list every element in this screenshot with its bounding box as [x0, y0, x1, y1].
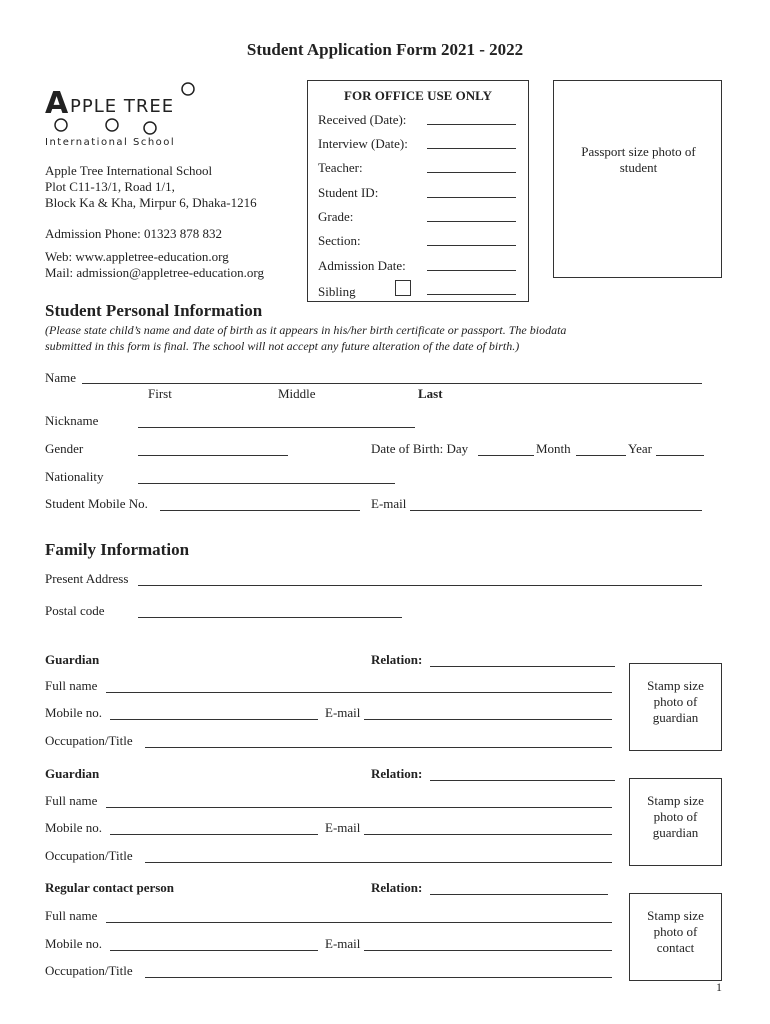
gender-label: Gender	[45, 441, 84, 456]
family-heading: Family Information	[45, 540, 190, 559]
contact-occupation-field[interactable]	[145, 977, 612, 978]
personal-heading: Student Personal Information	[45, 301, 263, 320]
name-label: Name	[45, 370, 77, 385]
office-teacher-field[interactable]	[427, 172, 516, 173]
guardian-1-mobile-field[interactable]	[110, 719, 318, 720]
contact-fullname-field[interactable]	[106, 922, 612, 923]
contact-fullname-label: Full name	[45, 908, 98, 923]
contact-relation-field[interactable]	[430, 894, 608, 895]
guardian-1-fullname-field[interactable]	[106, 692, 612, 693]
guardian-2-fullname-field[interactable]	[106, 807, 612, 808]
office-sibling-label: Sibling	[318, 284, 356, 299]
contact-photo-label: Stamp size photo of contact	[647, 908, 704, 955]
guardian-2-relation-field[interactable]	[430, 780, 615, 781]
logo-subtitle: International School	[45, 137, 176, 148]
page-number: 1	[716, 980, 722, 994]
guardian-2-fullname-label: Full name	[45, 793, 98, 808]
guardian-2-email-field[interactable]	[364, 834, 612, 835]
contact-email-label: E-mail	[325, 936, 361, 951]
guardian-1-fullname-label: Full name	[45, 678, 98, 693]
dob-year-field[interactable]	[656, 455, 704, 456]
guardian-1-relation-field[interactable]	[430, 666, 615, 667]
nationality-field[interactable]	[138, 483, 395, 484]
contact-mobile-field[interactable]	[110, 950, 318, 951]
guardian-2-photo-box[interactable]	[629, 778, 722, 866]
contact-photo-box[interactable]	[629, 893, 722, 981]
office-sibling-field[interactable]	[427, 294, 516, 295]
guardian-2-photo-label: Stamp size photo of guardian	[647, 793, 704, 840]
guardian-2-heading: Guardian	[45, 766, 100, 781]
page-title: Student Application Form 2021 - 2022	[246, 40, 524, 59]
guardian-2-occupation-field[interactable]	[145, 862, 612, 863]
school-web: Web: www.appletree-education.org	[45, 249, 229, 264]
gender-field[interactable]	[138, 455, 288, 456]
guardian-2-occupation-label: Occupation/Title	[45, 848, 133, 863]
office-interview-field[interactable]	[427, 148, 516, 149]
contact-heading: Regular contact person	[45, 880, 175, 895]
logo-letter-a: A	[45, 86, 69, 121]
office-section-label: Section:	[318, 233, 361, 248]
sibling-checkbox[interactable]	[395, 280, 411, 296]
dob-year-label: Year	[628, 441, 652, 456]
student-mobile-label: Student Mobile No.	[45, 496, 148, 511]
personal-note-line-1: (Please state child’s name and date of birth as it appears in his/her birth certificate or passport. The biodata	[45, 323, 567, 337]
nationality-label: Nationality	[45, 469, 104, 484]
school-mail: Mail: admission@appletree-education.org	[45, 265, 264, 280]
contact-occupation-label: Occupation/Title	[45, 963, 133, 978]
dob-day-label: Date of Birth: Day	[371, 441, 469, 456]
office-teacher-label: Teacher:	[318, 160, 363, 175]
nickname-label: Nickname	[45, 413, 99, 428]
contact-relation-label: Relation:	[371, 880, 423, 895]
guardian-1-photo-label: Stamp size photo of guardian	[647, 678, 704, 725]
present-address-field[interactable]	[138, 585, 702, 586]
guardian-1-mobile-label: Mobile no.	[45, 705, 103, 720]
guardian-1-heading: Guardian	[45, 652, 100, 667]
office-student-id-field[interactable]	[427, 197, 516, 198]
school-address-1: Plot C11-13/1, Road 1/1,	[45, 179, 175, 194]
dob-day-field[interactable]	[478, 455, 534, 456]
student-email-label: E-mail	[371, 496, 407, 511]
postal-code-field[interactable]	[138, 617, 402, 618]
office-grade-label: Grade:	[318, 209, 354, 224]
dob-month-label: Month	[536, 441, 571, 456]
guardian-2-mobile-label: Mobile no.	[45, 820, 103, 835]
office-interview-label: Interview (Date):	[318, 136, 408, 151]
office-section-field[interactable]	[427, 245, 516, 246]
postal-code-label: Postal code	[45, 603, 105, 618]
guardian-1-photo-box[interactable]	[629, 663, 722, 751]
school-address-2: Block Ka & Kha, Mirpur 6, Dhaka-1216	[45, 195, 257, 210]
name-first-caption: First	[148, 386, 172, 401]
guardian-1-occupation-label: Occupation/Title	[45, 733, 133, 748]
student-mobile-field[interactable]	[160, 510, 360, 511]
student-email-field[interactable]	[410, 510, 702, 511]
dob-month-field[interactable]	[576, 455, 626, 456]
guardian-2-relation-label: Relation:	[371, 766, 423, 781]
passport-photo-label: Passport size photo of student	[581, 144, 696, 175]
guardian-1-email-field[interactable]	[364, 719, 612, 720]
guardian-1-relation-label: Relation:	[371, 652, 423, 667]
logo-main-text: PPLE TREE	[70, 96, 175, 117]
school-name: Apple Tree International School	[45, 163, 213, 178]
contact-email-field[interactable]	[364, 950, 612, 951]
guardian-2-email-label: E-mail	[325, 820, 361, 835]
nickname-field[interactable]	[138, 427, 415, 428]
office-admission-date-label: Admission Date:	[318, 258, 406, 273]
name-middle-caption: Middle	[278, 386, 316, 401]
personal-note-line-2: submitted in this form is final. The school will not accept any future alteration of the date of birth.)	[45, 339, 520, 353]
guardian-2-mobile-field[interactable]	[110, 834, 318, 835]
name-last-caption: Last	[418, 386, 443, 401]
contact-mobile-label: Mobile no.	[45, 936, 103, 951]
present-address-label: Present Address	[45, 571, 129, 586]
admission-phone: Admission Phone: 01323 878 832	[45, 226, 222, 241]
guardian-1-occupation-field[interactable]	[145, 747, 612, 748]
apple-icons	[45, 80, 205, 140]
office-heading: FOR OFFICE USE ONLY	[344, 88, 492, 103]
passport-photo-box[interactable]	[553, 80, 722, 278]
office-student-id-label: Student ID:	[318, 185, 379, 200]
office-grade-field[interactable]	[427, 221, 516, 222]
guardian-1-email-label: E-mail	[325, 705, 361, 720]
office-received-label: Received (Date):	[318, 112, 407, 127]
name-field[interactable]	[82, 383, 702, 384]
office-admission-date-field[interactable]	[427, 270, 516, 271]
office-received-field[interactable]	[427, 124, 516, 125]
